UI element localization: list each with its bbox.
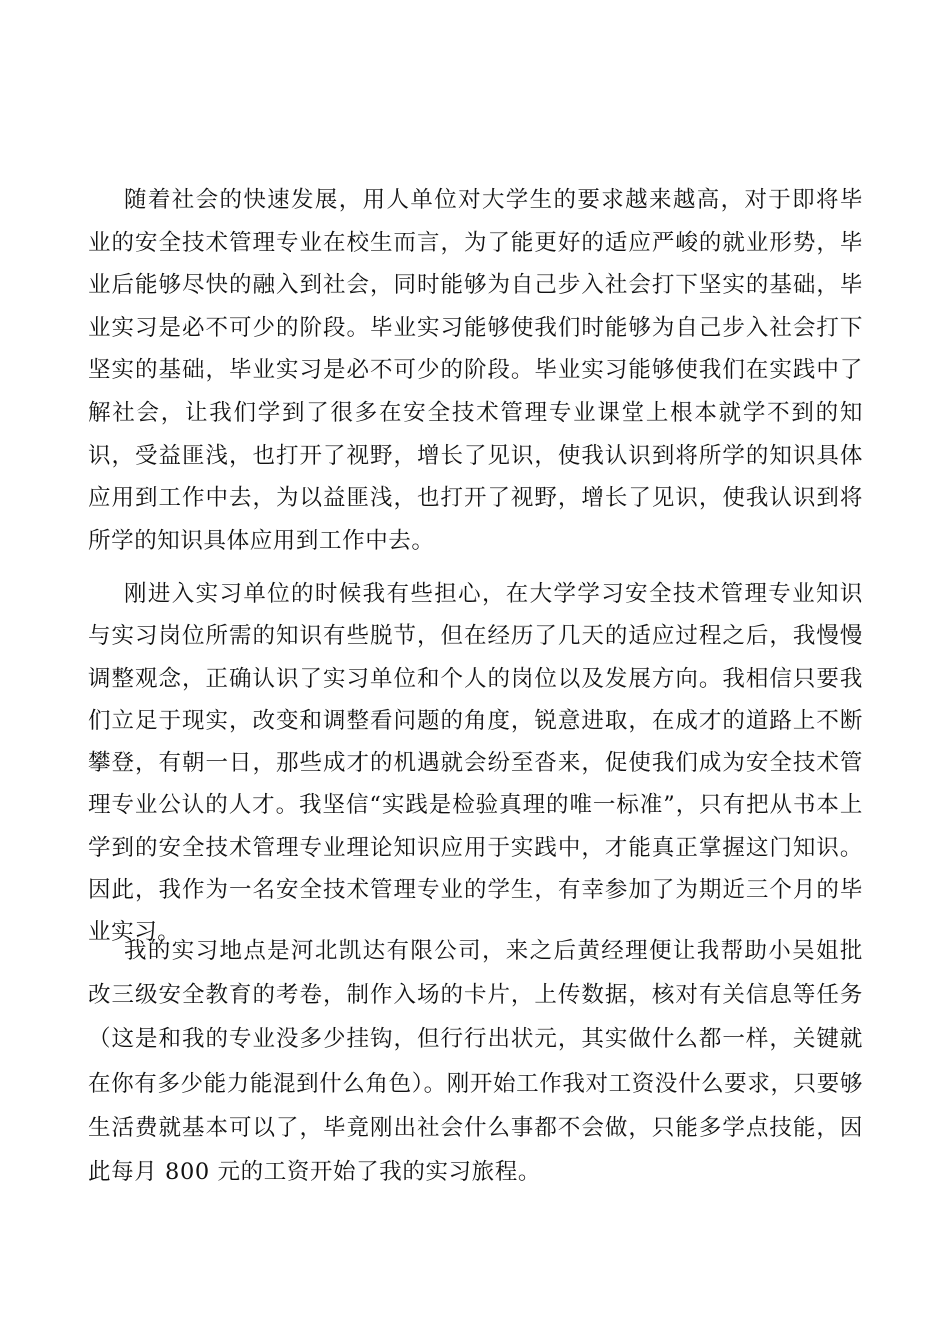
paragraph-3: 我的实习地点是河北凯达有限公司，来之后黄经理便让我帮助小吴姐批改三级安全教育的考卷，制作入场的卡片，上传数据，核对有关信息等任务（这是和我的专业没多少挂钩，但行行出状元，其实做什么都一样，关键就在你有多少能力能混到什么角色）。刚开始工作我对工资没什么要求，只要够生活费就基本可以了，毕竟刚出社会什么事都不会做，只能多学点技能，因此每月 800 元的工资开始了我的实习旅程。 — [88, 938, 863, 1186]
paragraph-2: 刚进入实习单位的时候我有些担心，在大学学习安全技术管理专业知识与实习岗位所需的知识有些脱节，但在经历了几天的适应过程之后，我慢慢调整观念，正确认识了实习单位和个人的岗位以及发展方向。我相信只要我们立足于现实，改变和调整看问题的角度，锐意进取，在成才的道路上不断攀登，有朝一日，那些成才的机遇就会纷至沓来，促使我们成为安全技术管理专业公认的人才。我坚信“实践是检验真理的唯一标准”，只有把从书本上学到的安全技术管理专业理论知识应用于实践中，才能真正掌握这门知识。因此，我作为一名安全技术管理专业的学生，有幸参加了为期近三个月的毕业实习。 — [88, 581, 863, 946]
paragraph-1: 随着社会的快速发展，用人单位对大学生的要求越来越高，对于即将毕业的安全技术管理专业在校生而言，为了能更好的适应严峻的就业形势，毕业后能够尽快的融入到社会，同时能够为自己步入社会打下坚实的基础，毕业实习是必不可少的阶段。毕业实习能够使我们时能够为自己步入社会打下坚实的基础，毕业实习是必不可少的阶段。毕业实习能够使我们在实践中了解社会，让我们学到了很多在安全技术管理专业课堂上根本就学不到的知识，受益匪浅，也打开了视野，增长了见识，使我认识到将所学的知识具体应用到工作中去，为以益匪浅，也打开了视野，增长了见识，使我认识到将所学的知识具体应用到工作中去。 — [88, 187, 863, 554]
